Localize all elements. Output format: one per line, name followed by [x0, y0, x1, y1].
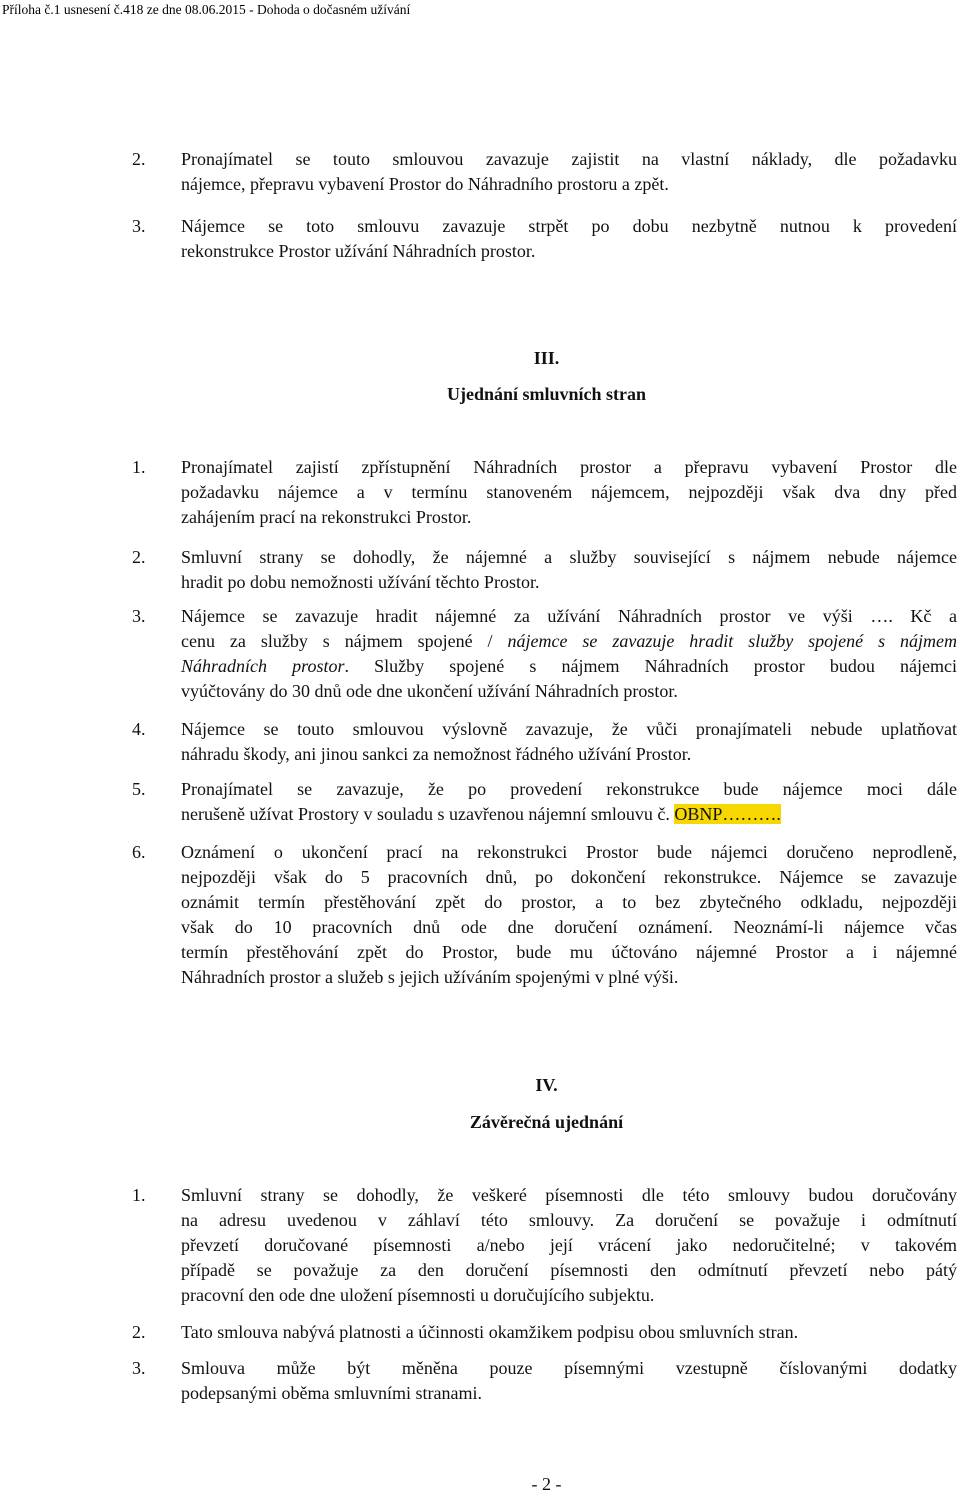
text-line: Náhradních prostor a služeb s jejich užíváním spojenými v plné výši. — [181, 967, 679, 987]
text-line: převzetí doručované písemnosti a/nebo její vrácení jako nedoručitelné; v takovém — [181, 1235, 957, 1255]
page-header: Příloha č.1 usnesení č.418 ze dne 08.06.2015 - Dohoda o dočasném užívání — [2, 2, 411, 17]
text-line: Smluvní strany se dohodly, že veškeré písemnosti dle této smlouvy budou doručovány — [181, 1185, 957, 1205]
item-text — [181, 777, 957, 827]
text-line: Nájemce se touto smlouvou výslovně zavazuje, že vůči pronajímateli nebude uplatňovat — [181, 719, 957, 739]
item-number: 5. — [132, 779, 146, 799]
text-line: termín přestěhování zpět do Prostor, bude mu účtováno nájemné Prostor a i nájemné — [181, 942, 957, 962]
item-text — [181, 147, 957, 197]
list-item — [132, 604, 960, 704]
list-item — [132, 777, 960, 827]
text-line — [181, 802, 957, 827]
item-number: 6. — [132, 842, 146, 862]
section-number: IV. — [535, 1075, 558, 1095]
item-number: 1. — [132, 1185, 146, 1205]
text-line — [181, 629, 957, 654]
text-line: náhradu škody, ani jinou sankci za nemožnost řádného užívání Prostor. — [181, 744, 692, 764]
text-line: Smlouva může být měněna pouze písemnými vzestupně číslovanými dodatky — [181, 1358, 957, 1378]
section-title: Ujednání smluvních stran — [446, 384, 647, 404]
item-text — [181, 840, 957, 990]
text-fragment: cenu za služby s nájmem spojené / — [181, 631, 508, 651]
text-line — [181, 654, 957, 679]
list-item — [132, 1320, 960, 1345]
text-line: nájemce, přepravu vybavení Prostor do Náhradního prostoru a zpět. — [181, 174, 669, 194]
section-title: Závěrečná ujednání — [469, 1112, 624, 1132]
text-fragment: . Služby spojené s nájmem Náhradních prostor budou nájemci — [344, 656, 957, 676]
item-number: 2. — [132, 547, 146, 567]
item-text — [181, 717, 957, 767]
text-line: oznámit termín přestěhování zpět do prostor, a to bez zbytečného odkladu, nejpozději — [181, 892, 957, 912]
list-item — [132, 455, 960, 530]
list-item — [132, 147, 960, 197]
text-line: rekonstrukce Prostor užívání Náhradních prostor. — [181, 241, 536, 261]
item-number: 3. — [132, 606, 146, 626]
text-line: požadavku nájemce a v termínu stanoveném nájemcem, nejpozději však dva dny před — [181, 482, 957, 502]
text-line: Pronajímatel zajistí zpřístupnění Náhradních prostor a přepravu vybavení Prostor dle — [181, 457, 957, 477]
item-text — [181, 455, 957, 530]
italic-fragment: Náhradních prostor — [181, 656, 345, 676]
item-text — [181, 1183, 957, 1308]
text-line: podepsanými oběma smluvními stranami. — [181, 1383, 482, 1403]
text-line: Oznámení o ukončení prací na rekonstrukci Prostor bude nájemci doručeno neprodleně, — [181, 842, 957, 862]
text-line: Tato smlouva nabývá platnosti a účinnosti okamžikem podpisu obou smluvních stran. — [181, 1322, 799, 1342]
text-line: Pronajímatel se touto smlouvou zavazuje zajistit na vlastní náklady, dle požadavku — [181, 149, 957, 169]
list-item — [132, 214, 960, 264]
page-number: - 2 - — [531, 1474, 562, 1494]
list-item — [132, 717, 960, 767]
text-line: na adresu uvedenou v záhlaví této smlouvy. Za doručení se považuje i odmítnutí — [181, 1210, 957, 1230]
text-line: Nájemce se zavazuje hradit nájemné za užívání Náhradních prostor ve výši …. Kč a — [181, 606, 957, 626]
item-number: 2. — [132, 1322, 146, 1342]
list-item — [132, 1183, 960, 1308]
section-number: III. — [533, 348, 560, 368]
item-number: 4. — [132, 719, 146, 739]
item-text — [181, 1356, 957, 1406]
item-number: 3. — [132, 216, 146, 236]
item-number: 1. — [132, 457, 146, 477]
text-line: Pronajímatel se zavazuje, že po provedení rekonstrukce bude nájemce moci dále — [181, 779, 957, 799]
highlighted-contract-number: OBNP………. — [674, 804, 781, 824]
text-line: nejpozději však do 5 pracovních dnů, po dokončení rekonstrukce. Nájemce se zavazuje — [181, 867, 957, 887]
item-text — [181, 1320, 957, 1345]
item-text — [181, 545, 957, 595]
item-number: 3. — [132, 1358, 146, 1378]
item-text — [181, 604, 957, 704]
item-number: 2. — [132, 149, 146, 169]
item-text — [181, 214, 957, 264]
text-line: Smluvní strany se dohodly, že nájemné a služby související s nájmem nebude nájemce — [181, 547, 957, 567]
text-line: Nájemce se toto smlouvu zavazuje strpět po dobu nezbytně nutnou k provedení — [181, 216, 957, 236]
text-fragment: nerušeně užívat Prostory v souladu s uzavřenou nájemní smlouvu č. — [181, 804, 675, 824]
text-line: případě se považuje za den doručení písemnosti den odmítnutí převzetí nebo pátý — [181, 1260, 957, 1280]
list-item — [132, 840, 960, 990]
text-line: pracovní den ode dne uložení písemnosti u doručujícího subjektu. — [181, 1285, 655, 1305]
text-line: zahájením prací na rekonstrukci Prostor. — [181, 507, 472, 527]
list-item — [132, 1356, 960, 1406]
list-item — [132, 545, 960, 595]
italic-fragment: nájemce se zavazuje hradit služby spojené s nájmem — [507, 631, 957, 651]
text-line: vyúčtovány do 30 dnů ode dne ukončení užívání Náhradních prostor. — [181, 681, 678, 701]
text-line: hradit po dobu nemožnosti užívání těchto Prostor. — [181, 572, 540, 592]
text-line: však do 10 pracovních dnů ode dne doručení oznámení. Neoznámí-li nájemce včas — [181, 917, 957, 937]
